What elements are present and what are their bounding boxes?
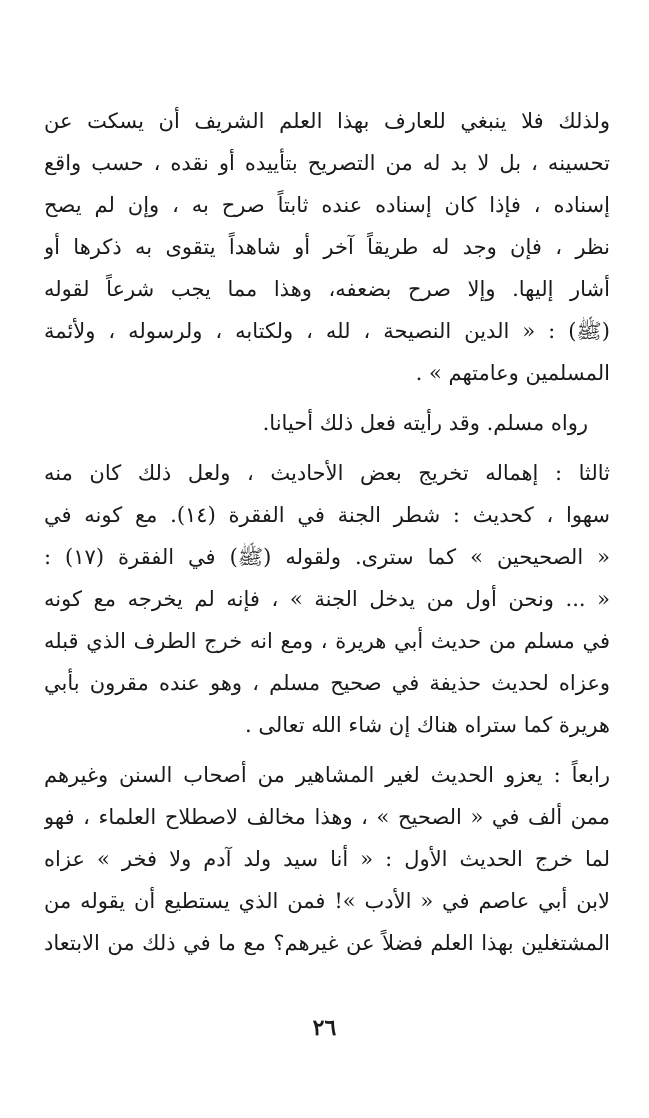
text-line: « الصحيحين » كما سترى. ولقوله (ﷺ) في الفقرة (١٧) :	[44, 545, 610, 569]
text-line: هريرة كما ستراه هناك إن شاء الله تعالى .	[244, 713, 610, 737]
text-line: رواه مسلم. وقد رأيته فعل ذلك أحيانا.	[262, 411, 588, 435]
text-line: (ﷺ) : « الدين النصيحة ، لله ، ولكتابه ، ولرسوله ، ولأئمة	[44, 319, 610, 343]
text-line: نظر ، فإن وجد له طريقاً آخر أو شاهداً يتقوى به ذكرها أو	[44, 235, 610, 259]
text-line: رابعاً : يعزو الحديث لغير المشاهير من أصحاب السنن وغيرهم	[44, 763, 610, 787]
page-number: ٢٦	[312, 1015, 337, 1041]
paragraph-intro	[44, 100, 610, 394]
paragraph-muslim	[44, 402, 610, 444]
page-body	[44, 100, 610, 964]
paragraph-third	[44, 452, 610, 746]
text-line: المشتغلين بهذا العلم فضلاً عن غيرهم؟ مع ما في ذلك من الابتعاد	[44, 931, 610, 955]
text-line: في مسلم من حديث أبي هريرة ، ومع انه خرج الطرف الذي قبله	[44, 629, 610, 653]
text-line: لابن أبي عاصم في « الأدب »! فمن الذي يستطيع أن يقوله من	[44, 889, 610, 913]
text-line: « ... ونحن أول من يدخل الجنة » ، فإنه لم يخرجه مع كونه	[44, 587, 610, 611]
text-line: المسلمين وعامتهم » .	[415, 361, 610, 385]
text-line: لما خرج الحديث الأول : « أنا سيد ولد آدم ولا فخر » عزاه	[44, 847, 610, 871]
text-line: ثالثا : إهماله تخريج بعض الأحاديث ، ولعل ذلك كان منه	[44, 461, 610, 485]
text-line: إسناده ، فإذا كان إسناده عنده ثابتاً صرح به ، وإن لم يصح	[44, 193, 610, 217]
text-line: أشار إليها. وإلا صرح بضعفه، وهذا مما يجب شرعاً لقوله	[44, 277, 610, 301]
text-line: ممن ألف في « الصحيح » ، وهذا مخالف لاصطلاح العلماء ، فهو	[44, 805, 610, 829]
paragraph-fourth	[44, 754, 610, 964]
text-line: وعزاه لحديث حذيفة في صحيح مسلم ، وهو عنده مقرون بأبي	[44, 671, 610, 695]
text-line: تحسينه ، بل لا بد له من التصريح بتأييده أو نقده ، حسب واقع	[44, 151, 610, 175]
text-line: سهوا ، كحديث : شطر الجنة في الفقرة (١٤). مع كونه في	[44, 503, 610, 527]
text-line: ولذلك فلا ينبغي للعارف بهذا العلم الشريف أن يسكت عن	[44, 109, 610, 133]
